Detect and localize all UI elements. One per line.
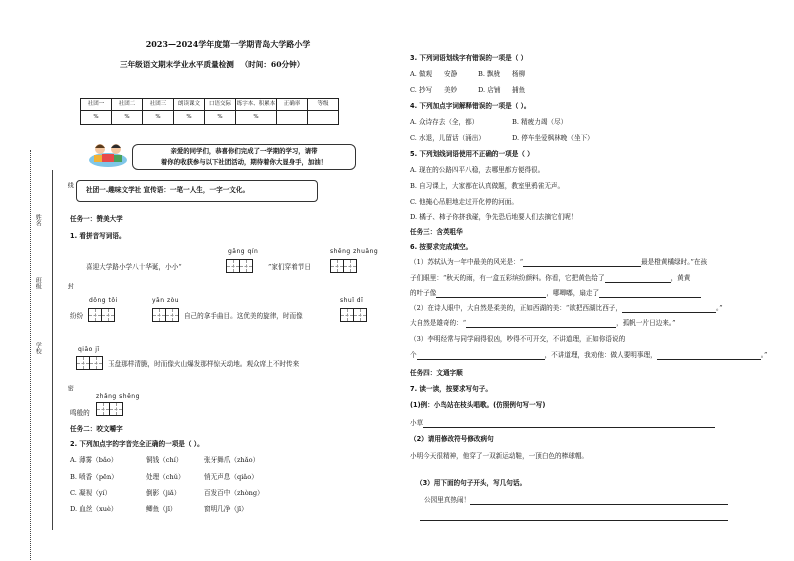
encouragement-banner bbox=[132, 144, 356, 170]
passage-line-2a: 纷纷 bbox=[70, 312, 84, 320]
binding-seal-label: 封 bbox=[66, 283, 74, 289]
q5-option-b: B. 自习课上，大家都在认真做题，教室里鸦雀无声。 bbox=[410, 182, 565, 190]
q4-b: B. 精疲力竭（尽） bbox=[512, 118, 568, 126]
q6-line-7 bbox=[410, 352, 767, 360]
q3-row-2 bbox=[410, 87, 525, 95]
q7-sub2: （2）请用修改符号修改病句 bbox=[410, 435, 494, 443]
q3-a-2: 安静 bbox=[444, 70, 458, 78]
score-header-cell: 社团三 bbox=[143, 99, 174, 111]
q2-option-d bbox=[70, 506, 248, 514]
q7-sub3-line bbox=[424, 497, 728, 505]
passage-line-4: 鸣般的 bbox=[70, 409, 90, 417]
score-table bbox=[80, 98, 339, 125]
exam-time: （时间：60分钟） bbox=[240, 60, 305, 69]
task4-heading: 任务四：文通字顺 bbox=[410, 369, 463, 377]
pinyin-dongtai: dǒng tǒi bbox=[89, 297, 118, 304]
score-cell: % bbox=[112, 111, 143, 125]
passage-line-1b: ”家们穿着节日 bbox=[268, 263, 311, 271]
q6-line-6: （3）李明经常与同学闹得很凶，吵得不可开交，不讲道理，正如你语说的 bbox=[410, 335, 626, 343]
task3-heading: 任务三：含英咀华 bbox=[410, 228, 463, 236]
club1-slogan: 社团一.趣味文学社 宣传语：一笔一人生，一字一文化。 bbox=[86, 186, 250, 194]
q6-1c: 子们眼里：“秋天的雨，有一盒五彩缤纷颜料。你看，它把黄色给了 bbox=[410, 274, 605, 282]
passage-line-1a: 喜迎大学路小学八十华诞，小小“ bbox=[86, 263, 182, 271]
name-label: 姓名 bbox=[34, 214, 42, 226]
score-header-cell: 社团一 bbox=[81, 99, 112, 111]
binding-solid-line bbox=[52, 170, 53, 530]
q6-2a: （2）在诗人眼中，大自然是柔美的，正如西湖的美：“欲把西湖比西子， bbox=[410, 304, 622, 312]
q6-2b: 。” bbox=[715, 304, 723, 312]
pinyin-yanzou: yān zòu bbox=[152, 297, 180, 304]
q2-option-a bbox=[70, 457, 259, 465]
q6-1a: （1）苏轼认为一年中最美的风光是：“ bbox=[410, 258, 524, 266]
answer-blank[interactable] bbox=[466, 327, 616, 328]
q2-d-1: D. 血丝（xuè） bbox=[70, 505, 118, 513]
binding-dotted-line bbox=[30, 150, 31, 560]
q2-option-c bbox=[70, 490, 264, 498]
score-header-cell: 等级 bbox=[308, 99, 339, 111]
q3-a-1: A. 做观 bbox=[410, 70, 433, 78]
q7-sub3-start: 公园里真热闹！ bbox=[424, 496, 471, 504]
answer-blank[interactable] bbox=[657, 359, 761, 360]
score-cell bbox=[277, 111, 308, 125]
binding-secret-label: 密 bbox=[66, 385, 74, 391]
q6-2c: 大自然是雄奇的：“ bbox=[410, 319, 467, 327]
q2-d-3: 窗明几净（jī） bbox=[204, 505, 248, 513]
q2-c-2: 倒影（jiǎ） bbox=[146, 489, 181, 497]
q6-line-3 bbox=[410, 290, 701, 298]
banner-line-2: 着你的收获参与以下社团活动，期待着你大显身手，加油！ bbox=[160, 158, 328, 166]
answer-blank[interactable] bbox=[470, 504, 728, 505]
q7-sub1-start: 小草 bbox=[410, 419, 424, 427]
q6-line-1 bbox=[410, 259, 707, 267]
binding-line-label: 线 bbox=[66, 182, 74, 188]
q7-sub2-sentence: 小明今天很精神，他穿了一双新运动鞋，一顶白色的棒球帽。 bbox=[410, 452, 589, 460]
kids-reading-illustration bbox=[88, 140, 128, 168]
passage-line-3: 玉盘那样清脆，时而像火山爆发那样惊天动地。观众席上不时传来 bbox=[108, 360, 300, 368]
score-header-cell: 朗读课文 bbox=[174, 99, 205, 111]
q4-row-2 bbox=[410, 135, 594, 143]
pinyin-shuidi: shuǐ dī bbox=[340, 297, 364, 304]
pinyin-qiaoji: qiāo jī bbox=[78, 346, 100, 353]
q6-2d: ，孤帆一片日边来。” bbox=[616, 319, 676, 327]
score-value-row bbox=[81, 111, 339, 125]
q7-sub1: (1)例：小鸟站在枝头唱歌。(仿照例句写一写) bbox=[410, 401, 546, 409]
writing-blank-line[interactable] bbox=[420, 520, 728, 521]
q6-line-2 bbox=[410, 275, 690, 283]
q1-prompt: 1. 看拼音写词语。 bbox=[70, 232, 126, 240]
school-label: 学校 bbox=[34, 342, 42, 354]
q6-1e: 的叶子像 bbox=[410, 289, 437, 297]
score-header-row bbox=[81, 99, 339, 111]
q2-b-3: 悄无声息（qiǎo） bbox=[204, 473, 258, 481]
q2-option-b bbox=[70, 474, 258, 482]
task1-heading: 任务一：赞美大学 bbox=[70, 215, 123, 223]
score-cell bbox=[308, 111, 339, 125]
task2-heading: 任务二：咬文嚼字 bbox=[70, 425, 123, 433]
write-grid-dongtai[interactable] bbox=[88, 308, 115, 322]
write-grid-shuidi[interactable] bbox=[340, 308, 367, 322]
q4-d: D. 停车坐爱枫林晚（坐下） bbox=[512, 134, 594, 142]
q7-prompt: 7. 读一读，按要求写句子。 bbox=[410, 385, 492, 393]
answer-blank[interactable] bbox=[436, 297, 546, 298]
q7-sub3: （3）用下面的句子开头，写几句话。 bbox=[416, 479, 527, 487]
q5-option-c: C. 他掩心吊胆地走过开化停的河面。 bbox=[410, 198, 518, 206]
score-header-cell: 社团二 bbox=[112, 99, 143, 111]
q2-b-2: 处理（chǔ） bbox=[146, 473, 185, 481]
score-cell: % bbox=[236, 111, 277, 125]
q3-b-1: B. 飘栊 bbox=[478, 70, 501, 78]
q2-a-1: A. 薄雾（bǎo） bbox=[70, 456, 118, 464]
score-cell: % bbox=[205, 111, 236, 125]
write-grid-zhangsheng[interactable] bbox=[96, 402, 123, 416]
answer-blank[interactable] bbox=[417, 359, 545, 360]
q6-1d: ，黄黄 bbox=[670, 274, 691, 282]
score-cell: % bbox=[81, 111, 112, 125]
q5-prompt: 5. 下列划线词语使用不正确的一项是（ ） bbox=[410, 150, 534, 158]
q3-d-1: D. 店铺 bbox=[478, 86, 501, 94]
q5-option-a: A. 现在的公路四平八稳，去哪里都方便得很。 bbox=[410, 166, 545, 174]
pinyin-zhangsheng: zhǎng shēng bbox=[96, 393, 140, 400]
q4-c: C. 水退，儿留话（涌出） bbox=[410, 134, 485, 142]
page-subtitle bbox=[120, 60, 304, 69]
score-cell: % bbox=[174, 111, 205, 125]
q3-c-2: 美妙 bbox=[444, 86, 458, 94]
answer-blank[interactable] bbox=[622, 312, 716, 313]
q2-a-3: 张牙舞爪（zhǎo） bbox=[204, 456, 260, 464]
q6-1f: ，哪唧嘟，扇走了 bbox=[546, 289, 600, 297]
class-label: 班级 bbox=[34, 277, 42, 289]
q3-prompt: 3. 下列词语划线字有错误的一项是（ ） bbox=[410, 54, 528, 62]
q6-line-5 bbox=[410, 320, 676, 328]
passage-line-2b: 自己的拿手曲目。这优美的旋律，时而像 bbox=[184, 312, 303, 320]
q6-1b: 最是橙黄橘绿时。”在孩 bbox=[641, 258, 708, 266]
q2-d-2: 鲫鱼（jī） bbox=[146, 505, 177, 513]
q3-d-2: 捕鱼 bbox=[512, 86, 526, 94]
q3-row-1 bbox=[410, 71, 525, 79]
q2-prompt: 2. 下列加点字的字音完全正确的一项是（ ）。 bbox=[70, 440, 204, 448]
write-grid-gangqin[interactable] bbox=[226, 259, 253, 273]
q5-option-d: D. 橘子、柿子你挤我碰，争先恐后地要人们去摘它们呢！ bbox=[410, 213, 578, 221]
score-header-cell: 练字本、积累本 bbox=[236, 99, 277, 111]
answer-blank[interactable] bbox=[523, 266, 641, 267]
q6-3b: 个 bbox=[410, 351, 417, 359]
pinyin-shengzhuang: shēng zhuāng bbox=[330, 248, 379, 255]
answer-blank[interactable] bbox=[605, 282, 671, 283]
q2-b-1: B. 喷香（pēn） bbox=[70, 473, 118, 481]
q2-c-1: C. 凝视（yí） bbox=[70, 489, 112, 497]
q7-sub1-line bbox=[410, 420, 715, 428]
score-header-cell: 口语交际 bbox=[205, 99, 236, 111]
q6-3d: 。” bbox=[760, 351, 768, 359]
answer-blank[interactable] bbox=[599, 297, 701, 298]
score-header-cell: 正确率 bbox=[277, 99, 308, 111]
answer-blank[interactable] bbox=[423, 427, 715, 428]
q2-a-2: 铜钱（chí） bbox=[146, 456, 183, 464]
write-grid-shengzhuang[interactable] bbox=[330, 259, 357, 273]
q6-3c: ，不讲道理，我劝他：做人要明事理， bbox=[544, 351, 657, 359]
write-grid-qiaoji[interactable] bbox=[76, 356, 103, 370]
q3-c-1: C. 抄写 bbox=[410, 86, 433, 94]
q3-b-2: 杨柳 bbox=[512, 70, 526, 78]
banner-line-1: 亲爱的同学们，恭喜你们完成了一学期的学习，请带 bbox=[170, 147, 318, 155]
q4-row-1 bbox=[410, 119, 567, 127]
q4-prompt: 4. 下列加点字词解释错误的一项是（ ）。 bbox=[410, 102, 531, 110]
write-grid-yanzou[interactable] bbox=[152, 308, 179, 322]
q6-prompt: 6. 按要求完成填空。 bbox=[410, 243, 473, 251]
page-title: 2023—2024学年度第一学期青岛大学路小学 bbox=[145, 39, 311, 49]
exam-name: 三年级语文期末学业水平质量检测 bbox=[120, 60, 234, 69]
score-cell: % bbox=[143, 111, 174, 125]
pinyin-gangqin: gāng qín bbox=[228, 248, 259, 255]
q2-c-3: 百发百中（zhòng） bbox=[204, 489, 264, 497]
q6-line-4 bbox=[410, 305, 723, 313]
q4-a: A. 众诗存去（全，都） bbox=[410, 118, 479, 126]
